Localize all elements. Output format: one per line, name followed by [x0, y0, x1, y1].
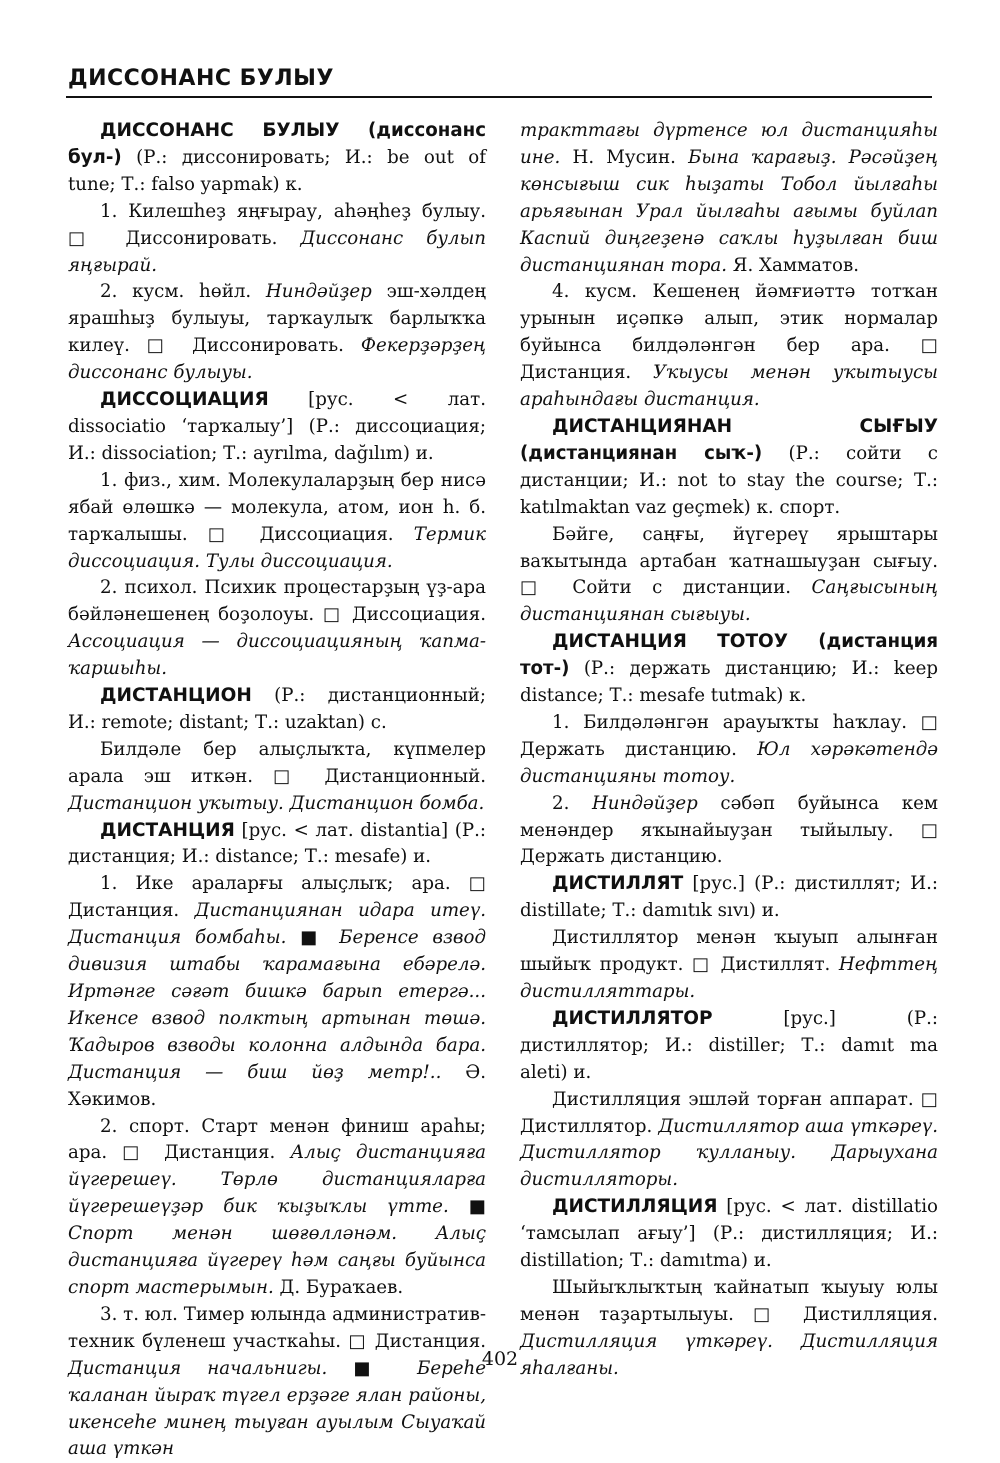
etymology: (Р.: держать дистанцию; И.: keep distance; Т.: mesafe tutmak) к. [520, 658, 938, 707]
entry-leave-distance [520, 414, 938, 522]
definition: 2. кусм. һөйл. [100, 281, 266, 303]
example: Уҡыусы менән уҡытыусы араһындағы дистанция. [520, 362, 938, 411]
headword: ДИССОЦИАЦИЯ [100, 389, 269, 411]
example: Бына ҡарағыҙ. Рәсәйҙең көнсығыш сик һыҙаты Тобол йылғаһы арьяғынан Урал йылғаһы ағымы буйлап Каспий диңгеҙенә саҡлы һуҙылған биш дистанциянан тора. [520, 146, 938, 276]
continuation [520, 118, 938, 279]
example: Саңғысының дистанциянан сығыуы. [520, 577, 938, 626]
definition: Шыйыҡлыҡтың ҡайнатып ҡыуыу юлы менән таҙартылыуы. □ Дистилляция. [520, 1276, 938, 1325]
headword: ДИСТАНЦИЯНАН СЫҒЫУ [552, 415, 938, 437]
sense [520, 710, 938, 791]
definition: 1. Килешһеҙ яңғырау, аһәңһеҙ булыу. □ Диссонировать. [68, 200, 486, 249]
header-rule [66, 96, 932, 98]
headword-form: (дистанциянан сыҡ-) [520, 442, 763, 464]
example: Дистанцион уҡытыу. Дистанцион бомба. [68, 792, 485, 814]
definition: 2. спорт. Старт менән финиш араһы; ара. □ Дистанция. [68, 1115, 486, 1164]
headword: ДИССОНАНС БУЛЫУ [100, 120, 340, 141]
headword: ДИСТАНЦИЯ [100, 819, 235, 841]
etymology: (Р.: сойти с дистанции; И.: not to stay the course; Т.: katılmaktan vaz geçmek) к. спорт. [520, 442, 938, 518]
example: Дистилляция үткәреү. Дистилляция яһалғаны. [520, 1330, 938, 1379]
sense [68, 575, 486, 683]
entry-dissociation [68, 387, 486, 468]
example: Ниндәйҙер [265, 281, 372, 303]
left-column [68, 118, 486, 1463]
author: Я. Хамматов. [727, 254, 859, 276]
sense [520, 925, 938, 1006]
sense [68, 1302, 486, 1463]
etymology: [рус. < лат. distantia] (Р.: дистанция; И.: distance; Т.: mesafe) и. [68, 819, 486, 868]
author: Д. Бураҡаев. [273, 1276, 404, 1298]
right-column [520, 118, 938, 1383]
example: Ассоциация — диссоциацияның ҡапма-ҡаршыһы. [68, 631, 486, 680]
example: Термик диссоциация. Тулы диссоциация. [68, 523, 486, 572]
headword: ДИСТАНЦИЯ ТОТОУ [552, 631, 789, 653]
sense [520, 522, 938, 630]
example: Фекерҙәрҙең диссонанс булыуы. [68, 335, 486, 384]
etymology: (Р.: дистанционный; И.: remote; distant; Т.: uzaktan) с. [68, 685, 486, 733]
definition: 1. физ., хим. Молекулаларҙың бер нисә ябай өлөшкә — молекула, атом, ион һ. б. тарҡалышы. □ Диссоциация. [68, 469, 486, 545]
sense [520, 791, 938, 872]
example: Диссонанс булып яңғырай. [68, 227, 486, 276]
definition: эш-хәлдең ярашһыҙ булыуы, тарҡаулыҡ барлыҡҡа килеү. □ Диссонировать. [68, 281, 487, 357]
entry-distillate [520, 871, 938, 925]
definition: 1. Билдәләнгән арауыҡты һаҡлау. □ Держать дистанцию. [520, 711, 938, 760]
entry-distiller [520, 1006, 938, 1087]
headword: ДИСТИЛЛЯЦИЯ [552, 1196, 718, 1218]
definition: 4. кусм. Кешенең йәмғиәттә тотҡан урынын иҫәпкә алып, этик нормалар буйынса билдәләнгән бер ара. □ Дистанция. [520, 281, 938, 384]
definition: 2. [552, 792, 592, 814]
sense [68, 1114, 486, 1302]
sense [68, 737, 486, 818]
sense [68, 871, 486, 1113]
author: Н. Мусин. [560, 146, 689, 168]
author: Ә. Хәкимов. [68, 1061, 486, 1110]
entry-distance [68, 818, 486, 872]
example: Юл хәрәкәтендә дистанцияны тотоу. [520, 738, 938, 787]
example: Дистанциянан идара итеү. Дистанция бомбаһы. ■ Беренсе взвод дивизия штабы ҡарамағына ебәрелә. Иртәнге сәғәт бишкә барып етергә... Икенсе взвод полктың артынан төшә. Ҡадыров взводы колонна алдында бара. Дистанция — биш йөҙ метр!.. [68, 900, 486, 1083]
etymology: (Р.: диссонировать; И.: be out of tune; Т.: falso yapmak) к. [68, 146, 486, 195]
definition: Дистилляция эшләй торған аппарат. □ Дистиллятор. [520, 1088, 938, 1137]
etymology: [рус. < лат. dissociatio ‘тарҡалыу’] (Р.: диссоциация; И.: dissociation; Т.: ayrılma, dağılım) и. [68, 389, 486, 464]
sense [68, 468, 486, 576]
entry-keep-distance [520, 629, 938, 710]
sense [520, 1087, 938, 1195]
definition: Бәйге, саңғы, йүгереү ярыштары ваҡытында артабан ҡатнашыуҙан сығыу. □ Сойти с дистанции. [520, 523, 938, 599]
entry-dissonance [68, 118, 486, 199]
sense [520, 279, 938, 414]
page-number: 402 [481, 1348, 519, 1370]
etymology: [рус.] (Р.: дистиллятор; И.: distiller; Т.: damıt ma aleti) и. [520, 1007, 938, 1083]
entry-distillation [520, 1194, 938, 1275]
headword: ДИСТАНЦИОН [100, 685, 252, 707]
running-head: ДИССОНАНС БУЛЫУ [68, 66, 334, 91]
example: Дистиллятор аша үткәреү. Дистиллятор ҡулланыу. Дарыухана дистилляторы. [520, 1115, 938, 1191]
example: Дистанция начальнигы. ■ Береһе ҡаланан йыраҡ түгел ерҙәге ялан районы, икенсеһе минең тыуған ауылым Сыуаҡай аша үткән [68, 1357, 486, 1460]
example: Нефттең дистилляттары. [520, 954, 938, 1002]
definition: 1. Ике араларғы алыҫлыҡ; ара. □ Дистанция. [68, 873, 486, 922]
etymology: [рус.] (Р.: дистиллят; И.: distillate; Т.: damıtık sıvı) и. [520, 873, 938, 922]
example: Ниндәйҙер [591, 792, 698, 814]
definition: Билдәле бер алыҫлыҡта, күпмелер арала эш иткән. □ Дистанционный. [68, 738, 486, 787]
headword: ДИСТИЛЛЯТОР [552, 1007, 713, 1029]
definition: 3. т. юл. Тимер юлында административ-техник бүленеш участкаһы. □ Дистанция. [68, 1303, 486, 1352]
definition: 2. психол. Психик процестарҙың үҙ-ара бәйләнешенең боҙолоуы. □ Диссоциация. [68, 577, 486, 626]
example: Алыҫ дистанцияға йүгерешеү. Төрлө дистанцияларға йүгерешеүҙәр бик ҡыҙыҡлы үтте. ■ Спорт менән шөғөлләнәм. Алыҫ дистанцияға йүгереү һәм саңғы буйынса спорт мастерымын. [68, 1142, 486, 1298]
headword-form: (дистанция тот-) [520, 631, 939, 680]
example: тракттағы дүртенсе юл дистанцияһы ине. [520, 120, 938, 168]
headword-form: (диссонанс бул-) [68, 120, 486, 168]
etymology: [рус. < лат. distillatio ‘тамсылап ағыу’] (Р.: дистилляция; И.: distillation; Т.: damıtma) и. [520, 1196, 938, 1272]
entry-distancion [68, 683, 486, 737]
definition: Дистиллятор менән ҡыуып алынған шыйыҡ продукт. □ Дистиллят. [520, 927, 938, 976]
sense [68, 279, 486, 387]
sense [68, 199, 486, 280]
headword: ДИСТИЛЛЯТ [552, 873, 684, 895]
definition: сәбәп буйынса кем менәндер яҡынайыуҙан тыйылыу. □ Держать дистанцию. [520, 792, 939, 868]
